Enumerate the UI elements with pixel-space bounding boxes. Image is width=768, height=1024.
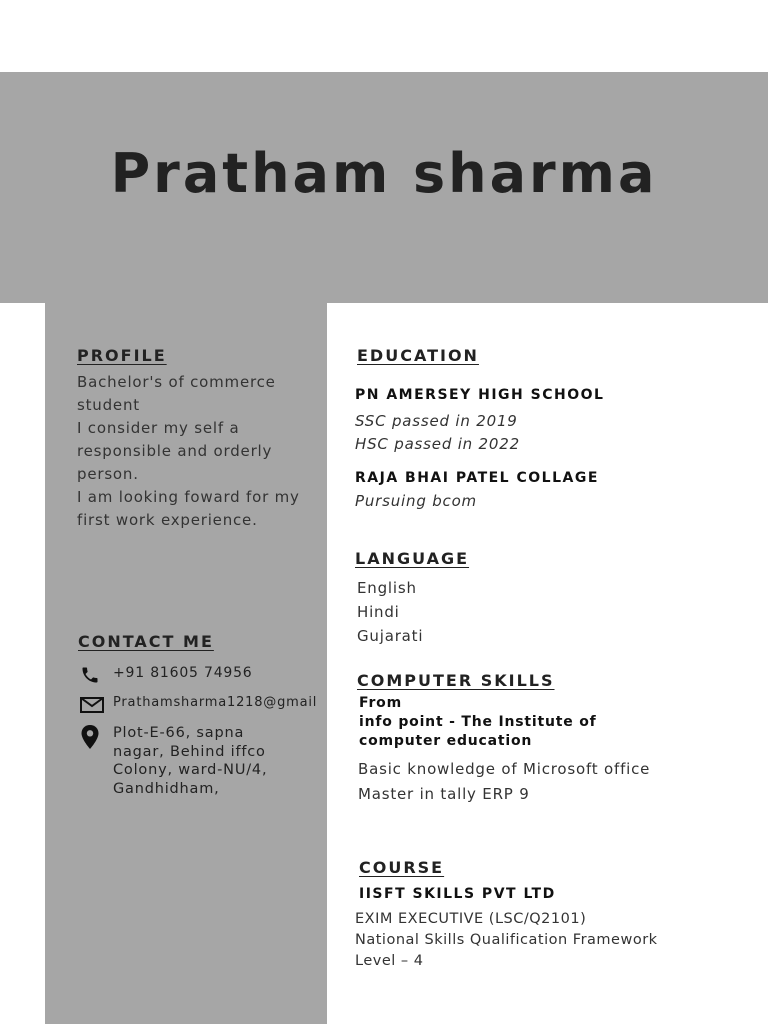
school-detail: Pursuing bcom xyxy=(355,492,477,510)
contact-phone: +91 81605 74956 xyxy=(113,665,253,681)
course-details xyxy=(355,909,658,972)
profile-text xyxy=(77,371,307,532)
school-details xyxy=(355,410,520,456)
course-line: National Skills Qualification Framework xyxy=(355,932,658,948)
school-name: PN AMERSEY HIGH SCHOOL xyxy=(355,387,605,403)
course-heading: COURSE xyxy=(359,858,445,877)
profile-paragraph: I consider my self a responsible and orderly person. xyxy=(77,419,273,483)
education-heading: EDUCATION xyxy=(357,346,479,365)
language-list xyxy=(357,576,423,648)
language-item: Hindi xyxy=(357,603,400,621)
school-detail: SSC passed in 2019 xyxy=(355,412,518,430)
school-details xyxy=(355,490,477,513)
contact-address: Plot-E-66, sapna nagar, Behind iffco Colony, ward-NU/4, Gandhidham, xyxy=(113,725,268,797)
contact-heading: CONTACT ME xyxy=(78,632,214,651)
profile-paragraph: Bachelor's of commerce student xyxy=(77,373,276,414)
school-name: RAJA BHAI PATEL COLLAGE xyxy=(355,470,599,486)
language-item: Gujarati xyxy=(357,627,424,645)
skill-item: Master in tally ERP 9 xyxy=(358,785,530,803)
contact-phone-row xyxy=(80,665,253,685)
course-line: EXIM EXECUTIVE (LSC/Q2101) xyxy=(355,911,587,927)
profile-heading: PROFILE xyxy=(77,346,167,365)
resume-name: Pratham sharma xyxy=(110,142,658,205)
skill-item: Basic knowledge of Microsoft office xyxy=(358,760,651,778)
contact-email-row xyxy=(80,695,317,715)
skills-from-label: From xyxy=(359,695,402,711)
language-item: English xyxy=(357,579,417,597)
phone-icon xyxy=(80,665,104,685)
contact-address-row xyxy=(80,724,293,798)
course-provider: IISFT SKILLS PVT LTD xyxy=(359,886,556,902)
location-pin-icon xyxy=(80,724,104,750)
skills-institute: info point - The Institute of computer education xyxy=(359,714,597,749)
contact-email: Prathamsharma1218@gmail xyxy=(113,695,318,710)
school-detail: HSC passed in 2022 xyxy=(355,435,520,453)
skills-list xyxy=(358,757,650,807)
computer-skills-heading: COMPUTER SKILLS xyxy=(357,671,555,690)
profile-paragraph: I am looking foward for my first work experience. xyxy=(77,488,300,529)
course-line: Level – 4 xyxy=(355,953,424,969)
language-heading: LANGUAGE xyxy=(355,549,470,568)
envelope-icon xyxy=(80,695,104,715)
